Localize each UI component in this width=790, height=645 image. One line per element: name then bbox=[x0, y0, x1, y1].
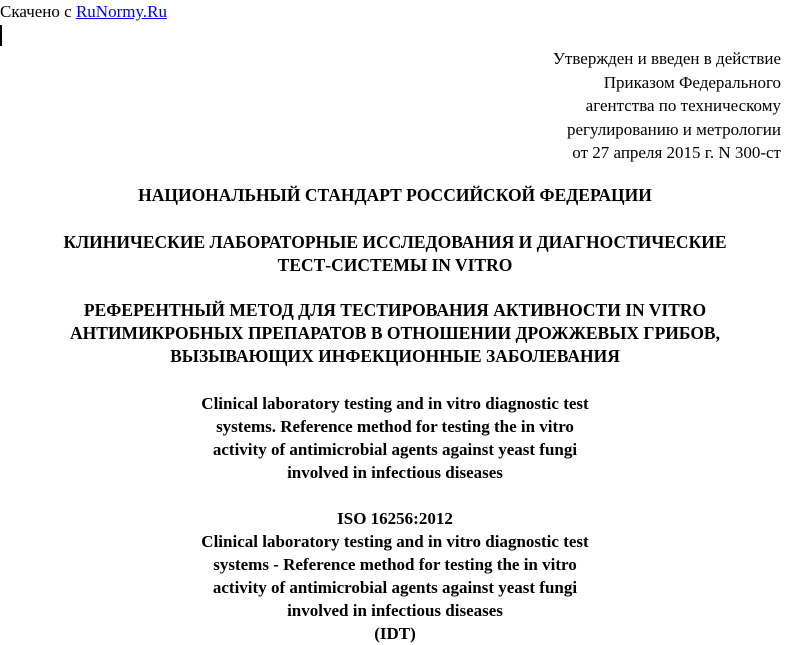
approval-line: от 27 апреля 2015 г. N 300-ст bbox=[572, 143, 781, 162]
english-title bbox=[0, 392, 790, 484]
approval-line: Утвержден и введен в действие bbox=[552, 49, 781, 68]
approval-line: агентства по техническому bbox=[585, 96, 781, 115]
source-note bbox=[0, 2, 167, 22]
text-cursor bbox=[0, 25, 2, 46]
iso-title-line: Clinical laboratory testing and in vitro diagnostic test bbox=[201, 532, 589, 551]
approval-block bbox=[381, 47, 781, 165]
english-title-line: activity of antimicrobial agents against yeast fungi bbox=[212, 440, 578, 459]
iso-reference bbox=[0, 507, 790, 645]
approval-line: Приказом Федерального bbox=[603, 72, 781, 92]
title-line: КЛИНИЧЕСКИЕ ЛАБОРАТОРНЫЕ ИССЛЕДОВАНИЯ И ДИАГНОСТИЧЕСКИЕ bbox=[63, 232, 727, 252]
iso-title-line: activity of antimicrobial agents against yeast fungi bbox=[212, 578, 578, 597]
english-title-line: involved in infectious diseases bbox=[287, 463, 503, 482]
standard-heading bbox=[0, 184, 790, 207]
source-prefix: Скачено с bbox=[0, 2, 76, 21]
russian-title-specific bbox=[0, 299, 790, 368]
runormy-link[interactable]: RuNormy.Ru bbox=[75, 2, 167, 21]
title-line: РЕФЕРЕНТНЫЙ МЕТОД ДЛЯ ТЕСТИРОВАНИЯ АКТИВНОСТИ IN VITRO bbox=[83, 300, 707, 320]
iso-title-line: systems - Reference method for testing the in vitro bbox=[213, 555, 577, 574]
approval-line: регулированию и метрологии bbox=[566, 119, 781, 139]
title-line: ТЕСТ-СИСТЕМЫ IN VITRO bbox=[277, 255, 513, 275]
title-line: ВЫЗЫВАЮЩИХ ИНФЕКЦИОННЫЕ ЗАБОЛЕВАНИЯ bbox=[170, 346, 620, 366]
russian-title-general bbox=[0, 231, 790, 277]
iso-degree: (IDT) bbox=[374, 624, 416, 643]
title-line: АНТИМИКРОБНЫХ ПРЕПАРАТОВ В ОТНОШЕНИИ ДРОЖЖЕВЫХ ГРИБОВ, bbox=[70, 323, 720, 343]
iso-code: ISO 16256:2012 bbox=[337, 509, 453, 528]
english-title-line: Clinical laboratory testing and in vitro diagnostic test bbox=[201, 394, 589, 413]
standard-heading-text: НАЦИОНАЛЬНЫЙ СТАНДАРТ РОССИЙСКОЙ ФЕДЕРАЦИИ bbox=[138, 185, 652, 205]
iso-title-line: involved in infectious diseases bbox=[287, 601, 503, 620]
english-title-line: systems. Reference method for testing the in vitro bbox=[216, 417, 574, 436]
